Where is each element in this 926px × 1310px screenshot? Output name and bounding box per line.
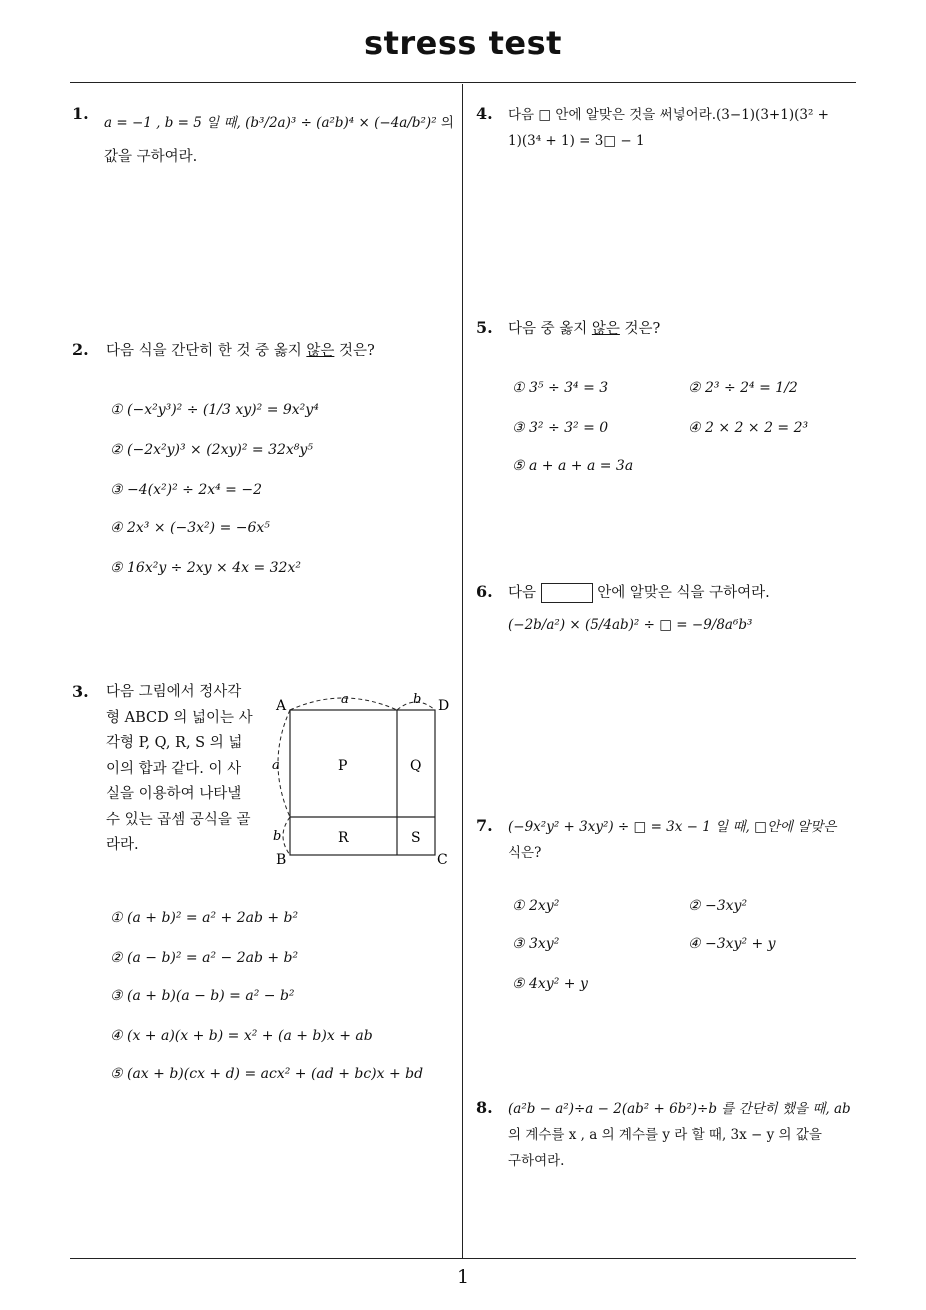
question-8-line-2: 의 계수를 x , a 의 계수를 y 라 할 때, 3x − y 의 값을 [508, 1127, 822, 1143]
question-2-option-3[interactable]: ③ −4(x²)² ÷ 2x⁴ = −2 [110, 482, 262, 498]
page-title: stress test [364, 24, 562, 62]
prompt-text-end: 것은? [619, 321, 661, 337]
brace-left-a [278, 710, 290, 817]
question-7-option-1[interactable]: ① 2xy² [512, 898, 560, 914]
region-r: R [338, 830, 349, 846]
question-3-option-4[interactable]: ④ (x + a)(x + b) = x² + (a + b)x + ab [110, 1028, 373, 1044]
label-top-b: b [413, 692, 422, 707]
prompt-text: 다음 [508, 585, 541, 601]
question-5-number: 5. [476, 318, 493, 337]
question-3-prompt [106, 680, 266, 859]
prompt-line: 각형 P, Q, R, S 의 넓 [106, 735, 243, 751]
question-1-line-2: 값을 구하여라. [104, 149, 198, 165]
question-7-line-2: 식은? [508, 845, 542, 861]
question-1 [104, 110, 456, 170]
label-a-vertex: A [276, 698, 287, 714]
label-c-vertex: C [437, 852, 448, 868]
question-7-option-4[interactable]: ④ −3xy² + y [688, 936, 776, 952]
label-top-a: a [341, 692, 349, 707]
question-7-option-3[interactable]: ③ 3xy² [512, 936, 560, 952]
question-7-option-5[interactable]: ⑤ 4xy² + y [512, 976, 588, 992]
prompt-underlined: 않은 [306, 343, 335, 359]
brace-left-b [283, 817, 290, 855]
footer-rule [70, 1258, 856, 1259]
prompt-line: 다음 그림에서 정사각 [106, 684, 242, 700]
question-5-option-2[interactable]: ② 2³ ÷ 2⁴ = 1/2 [688, 380, 798, 396]
question-8-number: 8. [476, 1098, 493, 1117]
question-7-number: 7. [476, 816, 493, 835]
prompt-line: 형 ABCD 의 넓이는 사 [106, 709, 253, 726]
page-number: 1 [456, 1266, 470, 1288]
question-8-line-1: (a²b − a²)÷a − 2(ab² + 6b²)÷b 를 간단히 했을 때, ab [508, 1101, 851, 1117]
question-7-line-1: (−9x²y² + 3xy²) ÷ □ = 3x − 1 일 때, □안에 알맞은 [508, 819, 837, 835]
question-2-prompt [106, 338, 375, 364]
question-7-option-2[interactable]: ② −3xy² [688, 898, 748, 914]
question-5-option-5[interactable]: ⑤ a + a + a = 3a [512, 458, 634, 474]
label-left-a: a [272, 758, 280, 773]
question-5-option-4[interactable]: ④ 2 × 2 × 2 = 2³ [688, 420, 809, 436]
question-2-option-2[interactable]: ② (−2x²y)³ × (2xy)² = 32x⁸y⁵ [110, 442, 313, 458]
question-6-prompt [508, 580, 770, 606]
label-left-b: b [273, 829, 282, 844]
question-5-option-1[interactable]: ① 3⁵ ÷ 3⁴ = 3 [512, 380, 609, 396]
question-1-condition: a = −1 , b = 5 일 때, [104, 115, 246, 131]
prompt-text: 다음 식을 간단히 한 것 중 옳지 [106, 343, 307, 359]
question-4-number: 4. [476, 104, 493, 123]
question-1-tail: 의 [440, 115, 454, 131]
question-1-number: 1. [72, 104, 89, 123]
question-2-number: 2. [72, 340, 89, 359]
question-4 [508, 102, 858, 154]
question-3-option-2[interactable]: ② (a − b)² = a² − 2ab + b² [110, 950, 299, 966]
question-8-line-3: 구하여라. [508, 1153, 565, 1169]
prompt-line: 실을 이용하여 나타낼 [106, 786, 242, 802]
question-7 [508, 814, 836, 866]
region-q: Q [410, 758, 422, 774]
question-8 [508, 1096, 851, 1174]
question-3-option-1[interactable]: ① (a + b)² = a² + 2ab + b² [110, 910, 299, 926]
question-2-option-4[interactable]: ④ 2x³ × (−3x²) = −6x⁵ [110, 520, 270, 536]
prompt-line: 이의 합과 같다. 이 사 [106, 760, 242, 777]
square-diagram [268, 686, 458, 868]
question-2-option-5[interactable]: ⑤ 16x²y ÷ 2xy × 4x = 32x² [110, 560, 301, 576]
question-3-option-3[interactable]: ③ (a + b)(a − b) = a² − b² [110, 988, 295, 1004]
prompt-text-end: 안에 알맞은 식을 구하여라. [592, 585, 770, 601]
question-6-number: 6. [476, 582, 493, 601]
question-3-number: 3. [72, 682, 89, 701]
prompt-line: 라라. [106, 837, 139, 853]
prompt-text-end: 것은? [334, 343, 375, 359]
question-2-option-1[interactable]: ① (−x²y³)² ÷ (1/3 xy)² = 9x²y⁴ [110, 402, 319, 418]
region-p: P [338, 758, 348, 774]
question-5-option-3[interactable]: ③ 3² ÷ 3² = 0 [512, 420, 609, 436]
question-5-prompt [508, 316, 660, 342]
question-4-line-2: 1)(3⁴ + 1) = 3□ − 1 [508, 133, 645, 149]
question-4-line-1: 다음 □ 안에 알맞은 것을 써넣어라.(3−1)(3+1)(3² + [508, 107, 829, 123]
region-s: S [411, 830, 421, 846]
label-d-vertex: D [438, 698, 450, 714]
question-3-option-5[interactable]: ⑤ (ax + b)(cx + d) = acx² + (ad + bc)x + bd [110, 1066, 424, 1082]
header-rule [70, 82, 856, 83]
question-1-expression: (b³/2a)³ ÷ (a²b)⁴ × (−4a/b²)² [245, 115, 437, 131]
answer-box[interactable] [541, 583, 593, 603]
column-divider [462, 84, 463, 1258]
label-b-vertex: B [276, 852, 287, 868]
prompt-text: 다음 중 옳지 [508, 321, 592, 337]
prompt-underlined: 않은 [591, 321, 620, 337]
question-6-expression: (−2b/a²) × (5/4ab)² ÷ □ = −9/8a⁶b³ [508, 617, 753, 633]
prompt-line: 수 있는 곱셈 공식을 골 [106, 811, 251, 828]
